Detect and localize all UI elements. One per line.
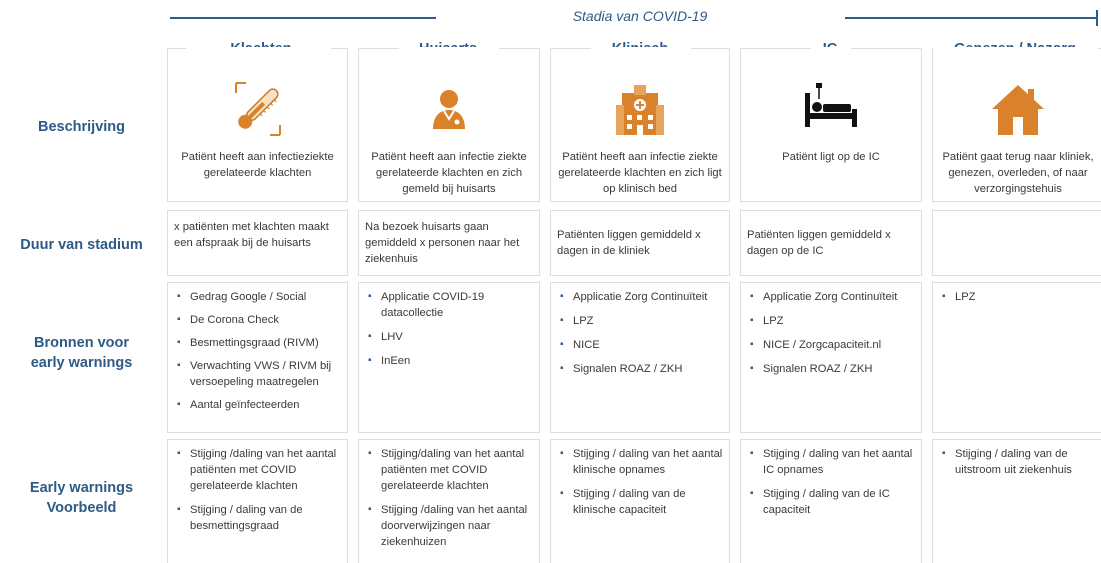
- desc-text-ic: Patiënt ligt op de IC: [782, 151, 880, 163]
- timeline-line-left: [170, 17, 436, 19]
- list-item: ▪ De Corona Check: [174, 312, 343, 328]
- list-item: ▪ LPZ: [939, 289, 1099, 305]
- list-item: ▪ Signalen ROAZ / ZKH: [747, 361, 917, 377]
- list-item: ▪ NICE / Zorgcapaciteit.nl: [747, 337, 917, 353]
- warnings-cell-klachten: [167, 439, 348, 563]
- sources-cell-ic: [740, 282, 922, 433]
- diagram-title: Stadia van COVID-19: [572, 8, 708, 24]
- list-item: ▪ LPZ: [557, 313, 725, 329]
- sources-list-klinisch: [557, 289, 725, 385]
- duration-cell-klachten: [167, 210, 348, 276]
- duration-cell-klinisch: [550, 210, 730, 276]
- row-label-duur: Duur van stadium: [20, 237, 143, 253]
- list-item: ▪ Signalen ROAZ / ZKH: [557, 361, 725, 377]
- list-item: ▪ Besmettingsgraad (RIVM): [174, 335, 343, 351]
- warnings-list-genezen: [939, 446, 1099, 486]
- home-icon: [988, 79, 1048, 139]
- desc-cell-klachten: [167, 48, 348, 202]
- row-label-bronnen: [0, 333, 163, 373]
- thermometer-icon: [228, 79, 288, 139]
- warnings-list-klachten: [174, 446, 343, 542]
- desc-cell-klinisch: [550, 48, 730, 202]
- list-item: ▪ Gedrag Google / Social: [174, 289, 343, 305]
- sources-cell-klachten: [167, 282, 348, 433]
- hospital-bed-icon: [801, 79, 861, 139]
- list-item: ▪ Applicatie COVID-19 datacollectie: [365, 289, 535, 321]
- row-label-early-warnings: [0, 478, 163, 518]
- duration-text-ic: Patiënten liggen gemiddeld x dagen op de IC: [747, 229, 891, 257]
- sources-list-ic: [747, 289, 917, 385]
- list-item: ▪ InEen: [365, 353, 535, 369]
- list-item: ▪ LHV: [365, 329, 535, 345]
- list-item: ▪ Stijging / daling van de besmettingsgraad: [174, 502, 343, 534]
- sources-list-klachten: [174, 289, 343, 420]
- timeline-line-right: [845, 17, 1097, 19]
- row-label-ew-line1: Early warnings: [29, 480, 134, 496]
- list-item: ▪ Stijging / daling van het aantal IC opnames: [747, 446, 917, 478]
- doctor-icon: [419, 79, 479, 139]
- list-item: ▪ Stijging / daling van het aantal klinische opnames: [557, 446, 725, 478]
- row-label-bronnen-line1: Bronnen voor: [33, 335, 130, 351]
- duration-text-klachten: x patiënten met klachten maakt een afspraak bij de huisarts: [174, 221, 329, 249]
- sources-list-huisarts: [365, 289, 535, 377]
- hospital-icon: [610, 79, 670, 139]
- list-item: ▪ Stijging / daling van de uitstroom uit ziekenhuis: [939, 446, 1099, 478]
- warnings-list-ic: [747, 446, 917, 526]
- warnings-list-klinisch: [557, 446, 725, 526]
- warnings-cell-ic: [740, 439, 922, 563]
- desc-text-klachten: Patiënt heeft aan infectieziekte gerelateerde klachten: [181, 151, 334, 179]
- sources-cell-huisarts: [358, 282, 540, 433]
- list-item: ▪ Stijging/daling van het aantal patiënten met COVID gerelateerde klachten: [365, 446, 535, 494]
- list-item: ▪ Stijging /daling van het aantal doorverwijzingen naar ziekenhuizen: [365, 502, 535, 550]
- sources-cell-klinisch: [550, 282, 730, 433]
- warnings-list-huisarts: [365, 446, 535, 558]
- list-item: ▪ Verwachting VWS / RIVM bij versoepeling maatregelen: [174, 358, 343, 390]
- duration-cell-ic: [740, 210, 922, 276]
- warnings-cell-huisarts: [358, 439, 540, 563]
- desc-text-genezen: Patiënt gaat terug naar kliniek, genezen, overleden, of naar verzorgingstehuis: [942, 151, 1094, 195]
- row-label-beschrijving: Beschrijving: [37, 119, 126, 135]
- list-item: ▪ Stijging / daling van de IC capaciteit: [747, 486, 917, 518]
- row-label-bronnen-line2: early warnings: [30, 355, 133, 371]
- duration-text-huisarts: Na bezoek huisarts gaan gemiddeld x personen naar het ziekenhuis: [365, 221, 520, 265]
- duration-text-klinisch: Patiënten liggen gemiddeld x dagen in de kliniek: [557, 229, 701, 257]
- warnings-cell-klinisch: [550, 439, 730, 563]
- desc-text-klinisch: Patiënt heeft aan infectie ziekte gerelateerde klachten en zich ligt op klinisch bed: [558, 151, 722, 195]
- list-item: ▪ Stijging /daling van het aantal patiënten met COVID gerelateerde klachten: [174, 446, 343, 494]
- desc-cell-genezen: [932, 48, 1101, 202]
- list-item: ▪ Stijging / daling van de klinische capaciteit: [557, 486, 725, 518]
- desc-cell-huisarts: [358, 48, 540, 202]
- row-label-ew-line2: Voorbeeld: [46, 500, 117, 516]
- desc-text-huisarts: Patiënt heeft aan infectie ziekte gerelateerde klachten en zich gemeld bij huisarts: [371, 151, 527, 195]
- list-item: ▪ Aantal geïnfecteerden: [174, 397, 343, 413]
- list-item: ▪ NICE: [557, 337, 725, 353]
- list-item: ▪ Applicatie Zorg Continuïteit: [557, 289, 725, 305]
- duration-cell-genezen: [932, 210, 1101, 276]
- sources-cell-genezen: [932, 282, 1101, 433]
- list-item: ▪ LPZ: [747, 313, 917, 329]
- duration-cell-huisarts: [358, 210, 540, 276]
- warnings-cell-genezen: [932, 439, 1101, 563]
- timeline-end-cap: [1096, 10, 1098, 26]
- list-item: ▪ Applicatie Zorg Continuïteit: [747, 289, 917, 305]
- desc-cell-ic: [740, 48, 922, 202]
- sources-list-genezen: [939, 289, 1099, 313]
